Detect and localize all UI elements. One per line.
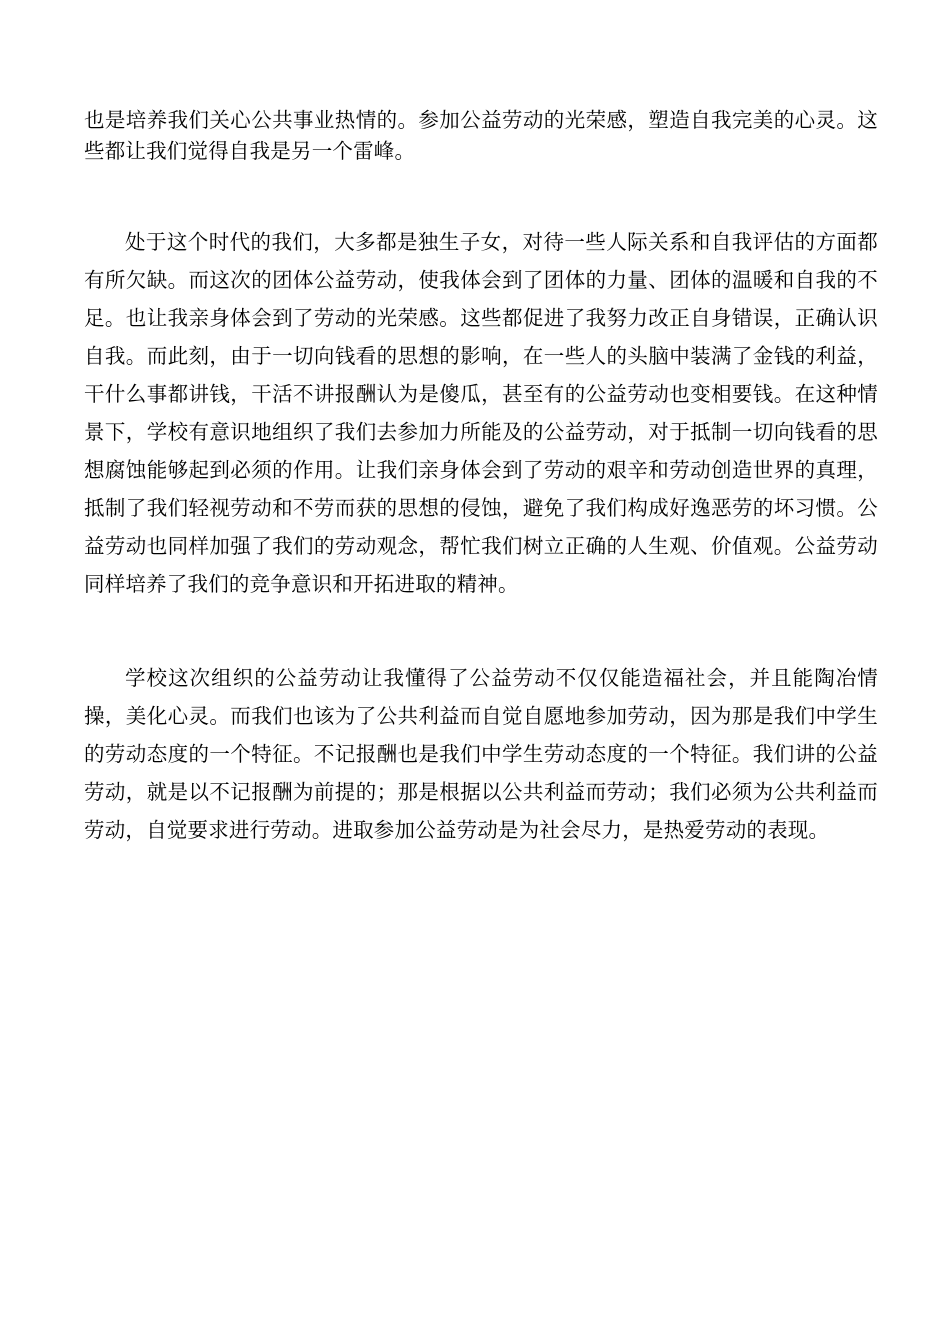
paragraph-self-reflection: 处于这个时代的我们，大多都是独生子女，对待一些人际关系和自我评估的方面都有所欠缺。而这次的团体公益劳动，使我体会到了团体的力量、团体的温暖和自我的不足。也让我亲身体会到了劳动的光荣感。这些都促进了我努力改正自身错误，正确认识自我。而此刻，由于一切向钱看的思想的影响，在一些人的头脑中装满了金钱的利益，干什么事都讲钱，干活不讲报酬认为是傻瓜，甚至有的公益劳动也变相要钱。在这种情景下，学校有意识地组织了我们去参加力所能及的公益劳动，对于抵制一切向钱看的思想腐蚀能够起到必须的作用。让我们亲身体会到了劳动的艰辛和劳动创造世界的真理，抵制了我们轻视劳动和不劳而获的思想的侵蚀，避免了我们构成好逸恶劳的坏习惯。公益劳动也同样加强了我们的劳动观念，帮忙我们树立正确的人生观、价值观。公益劳动同样培养了我们的竞争意识和开拓进取的精神。 <box>84 230 878 596</box>
paragraph-continuation: 也是培养我们关心公共事业热情的。参加公益劳动的光荣感，塑造自我完美的心灵。这些都让我们觉得自我是另一个雷峰。 <box>84 108 878 163</box>
document-page <box>84 105 878 849</box>
paragraph-conclusion: 学校这次组织的公益劳动让我懂得了公益劳动不仅仅能造福社会，并且能陶冶情操，美化心灵。而我们也该为了公共利益而自觉自愿地参加劳动，因为那是我们中学生的劳动态度的一个特征。不记报酬也是我们中学生劳动态度的一个特征。我们讲的公益劳动，就是以不记报酬为前提的；那是根据以公共利益而劳动；我们必须为公共利益而劳动，自觉要求进行劳动。进取参加公益劳动是为社会尽力，是热爱劳动的表现。 <box>84 666 878 842</box>
